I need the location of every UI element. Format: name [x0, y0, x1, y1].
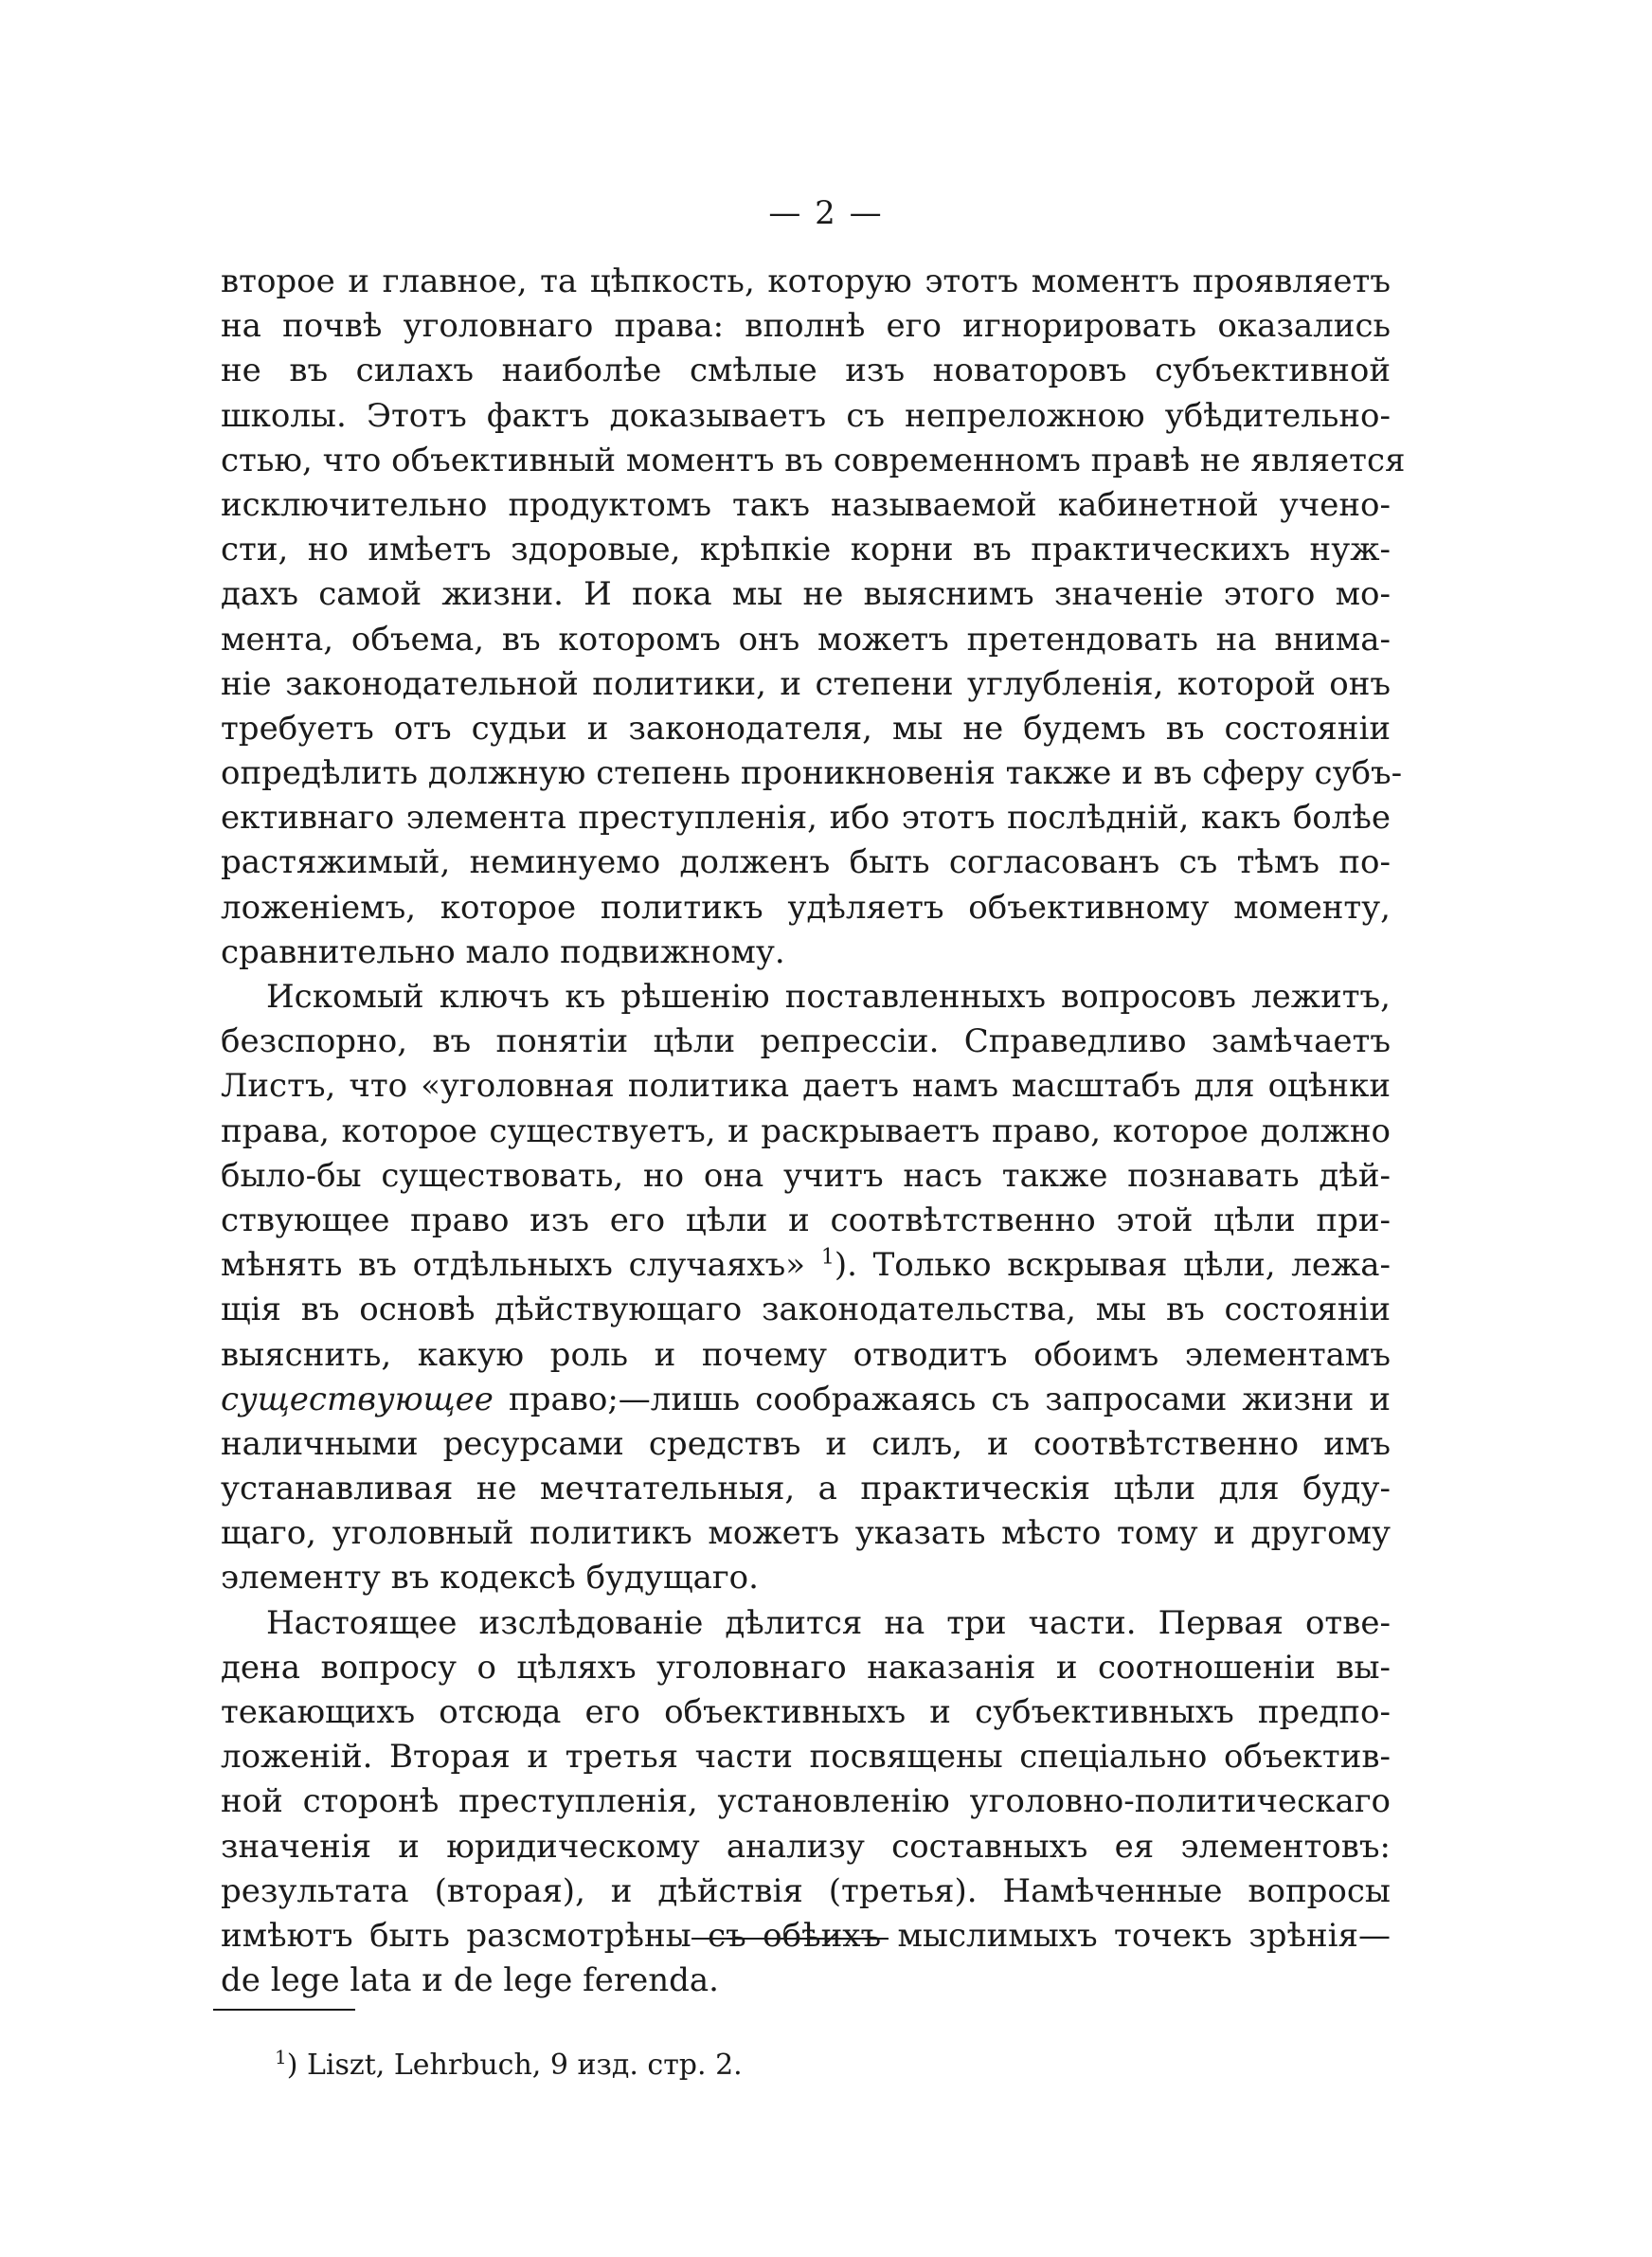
text-line: ной сторонѣ преступленія, установленію уголовно-политическаго	[221, 1782, 1391, 1821]
section-end-rule	[691, 1938, 889, 1940]
text-line: растяжимый, неминуемо долженъ быть согласованъ съ тѣмъ по-	[221, 843, 1391, 882]
text-line: безспорно, въ понятіи цѣли репрессіи. Справедливо замѣчаетъ	[221, 1022, 1391, 1061]
text-line: имѣютъ быть разсмотрѣны съ обѣихъ мыслимыхъ точекъ зрѣнія—	[221, 1916, 1391, 1955]
text-line: дена вопросу о цѣляхъ уголовнаго наказанія и соотношеніи вы-	[221, 1648, 1391, 1687]
footnote-reference: 1	[820, 1245, 835, 1270]
text-line: Настоящее изслѣдованіе дѣлится на три части. Первая отве-	[266, 1603, 1391, 1642]
text-line: было-бы существовать, но она учитъ насъ также познавать дѣй-	[221, 1156, 1391, 1195]
text-line: ективнаго элемента преступленія, ибо этотъ послѣдній, какъ болѣе	[221, 799, 1391, 838]
text-line: ствующее право изъ его цѣли и соотвѣтственно этой цѣли при-	[221, 1201, 1391, 1239]
footnote-text: ) Liszt, Lehrbuch, 9 изд. стр. 2.	[286, 2049, 743, 2082]
text-line: опредѣлить должную степень проникновенія также и въ сферу субъ-	[221, 754, 1403, 793]
text-line: на почвѣ уголовнаго права: вполнѣ его игнорировать оказались	[221, 307, 1391, 346]
italic-word: существующее	[221, 1380, 494, 1418]
text-line: выяснить, какую роль и почему отводитъ обоимъ элементамъ	[221, 1335, 1391, 1374]
text-line: ложеній. Вторая и третья части посвящены спеціально объектив-	[221, 1738, 1391, 1777]
text-segment: мѣнять въ отдѣльныхъ случаяхъ»	[221, 1246, 806, 1285]
text-line: стью, что объективный моментъ въ современномъ правѣ не является	[221, 441, 1406, 479]
text-line: права, которое существуетъ, и раскрываетъ право, которое должно	[221, 1111, 1391, 1150]
text-line: Искомый ключъ къ рѣшенію поставленныхъ вопросовъ лежитъ,	[266, 978, 1391, 1016]
text-line: устанавливая не мечтательныя, а практическія цѣли для буду-	[221, 1470, 1391, 1508]
text-line: щія въ основѣ дѣйствующаго законодательства, мы въ состояніи	[221, 1291, 1391, 1329]
text-line: сти, но имѣетъ здоровые, крѣпкіе корни въ практическихъ нуж-	[221, 531, 1391, 569]
text-line: школы. Этотъ фактъ доказываетъ съ непреложною убѣдительно-	[221, 396, 1391, 435]
text-line: текающихъ отсюда его объективныхъ и субъективныхъ предпо-	[221, 1693, 1391, 1731]
text-line: ложеніемъ, которое политикъ удѣляетъ объективному моменту,	[221, 888, 1391, 927]
text-line: наличными ресурсами средствъ и силъ, и соотвѣтственно имъ	[221, 1424, 1391, 1463]
text-line: мента, объема, въ которомъ онъ можетъ претендовать на внима-	[221, 620, 1391, 659]
text-line: результата (вторая), и дѣйствія (третья). Намѣченные вопросы	[221, 1871, 1391, 1910]
text-line	[221, 1378, 1391, 1422]
text-line: сравнительно мало подвижному.	[221, 932, 785, 971]
text-line: исключительно продуктомъ такъ называемой кабинетной учено-	[221, 485, 1391, 524]
text-line: не въ силахъ наиболѣе смѣлые изъ новаторовъ субъективной	[221, 352, 1391, 390]
footnote	[275, 2047, 743, 2085]
text-segment: право;—лишь соображаясь съ запросами жизни и	[493, 1380, 1391, 1418]
footnote-mark: 1	[275, 2046, 287, 2068]
text-line: элементу въ кодексѣ будущаго.	[221, 1559, 759, 1598]
page-number: — 2 —	[768, 194, 884, 232]
text-line: Листъ, что «уголовная политика даетъ намъ масштабъ для оцѣнки	[221, 1067, 1391, 1106]
text-line: ніе законодательной политики, и степени углубленія, которой онъ	[221, 664, 1391, 703]
text-line: значенія и юридическому анализу составныхъ ея элементовъ:	[221, 1827, 1391, 1866]
footnote-separator	[213, 2009, 355, 2011]
text-line: дахъ самой жизни. И пока мы не выяснимъ значеніе этого мо-	[221, 575, 1391, 614]
text-line: щаго, уголовный политикъ можетъ указать мѣсто тому и другому	[221, 1514, 1391, 1553]
text-line: de lege lata и de lege ferenda.	[221, 1961, 719, 2000]
text-line: второе и главное, та цѣпкость, которую этотъ моментъ проявляетъ	[221, 262, 1391, 300]
body-text	[221, 260, 1406, 2003]
text-line: требуетъ отъ судьи и законодателя, мы не будемъ въ состояніи	[221, 709, 1391, 748]
text-line	[221, 1243, 1391, 1288]
text-segment: ). Только вскрывая цѣли, лежа-	[834, 1246, 1392, 1285]
